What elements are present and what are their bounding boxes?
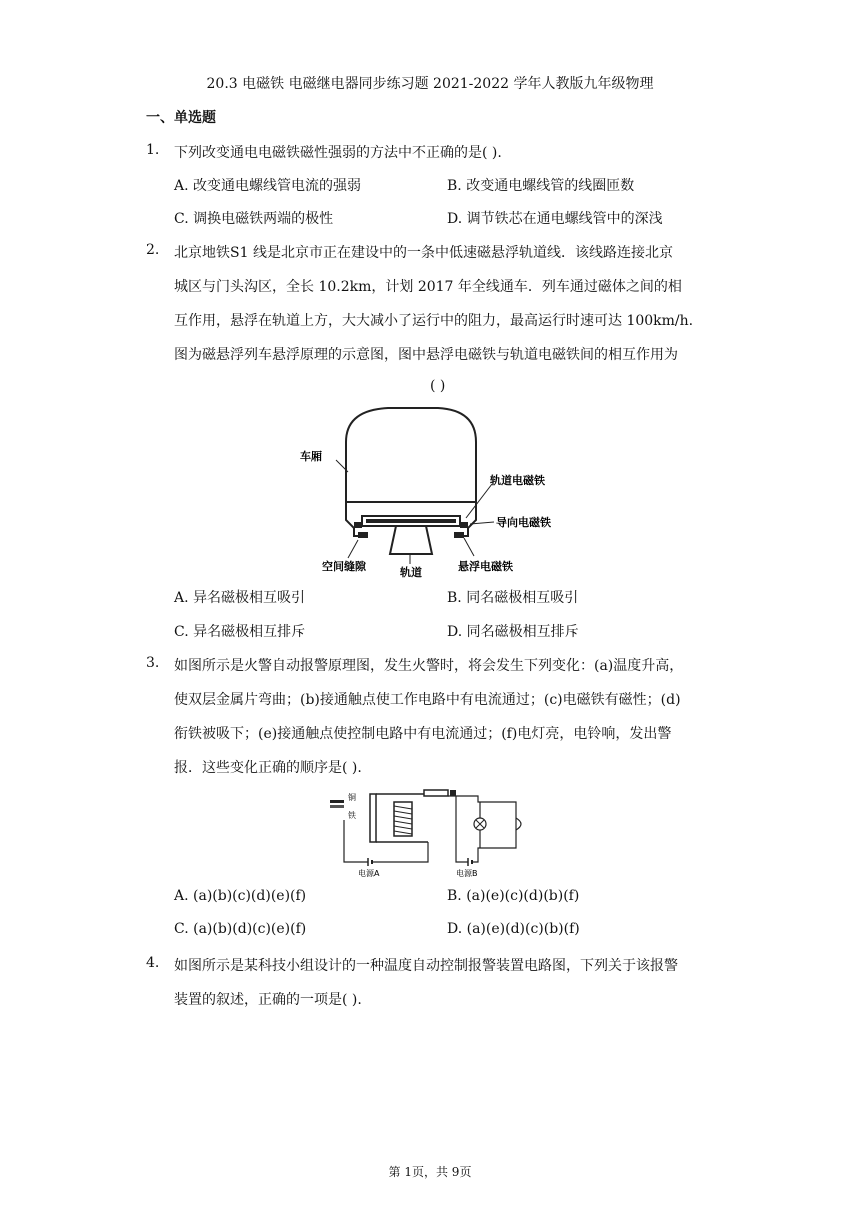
question-1-option-b: B. 改变通电螺线管的线圈匝数 — [447, 178, 635, 194]
track-magnet-strip — [366, 519, 456, 523]
label-source-b: 电源B — [456, 869, 478, 878]
question-1-option-a: A. 改变通电螺线管电流的强弱 — [174, 178, 362, 194]
question-2-number: 2. — [146, 242, 160, 258]
question-2-line: 互作用，悬浮在轨道上方，大大减小了运行中的阻力，最高运行时速可达 100km/h. — [174, 313, 694, 329]
question-2-line: 图为磁悬浮列车悬浮原理的示意图，图中悬浮电磁铁与轨道电磁铁间的相互作用为 — [174, 347, 678, 363]
fire-alarm-circuit-diagram — [328, 786, 528, 878]
label-levitation-magnet: 悬浮电磁铁 — [458, 560, 513, 573]
question-4-line: 装置的叙述，正确的一项是( ). — [174, 992, 362, 1008]
label-guide-magnet: 导向电磁铁 — [496, 516, 551, 529]
question-3-number: 3. — [146, 655, 160, 671]
maglev-diagram — [298, 402, 564, 582]
question-3-line: 使双层金属片弯曲；(b)接通触点使工作电路中有电流通过；(c)电磁铁有磁性；(d) — [174, 692, 681, 708]
leader-gap — [348, 540, 358, 558]
question-3-option-b: B. (a)(e)(c)(d)(b)(f) — [447, 888, 580, 904]
label-track: 轨道 — [400, 566, 422, 579]
section-heading: 一、单选题 — [146, 110, 216, 126]
car-body-outline — [346, 408, 476, 502]
levitation-magnet-right — [454, 532, 464, 538]
control-wire-right — [372, 842, 428, 862]
question-4-line: 如图所示是某科技小组设计的一种温度自动控制报警装置电路图，下列关于该报警 — [174, 958, 678, 974]
question-2-line: 城区与门头沟区，全长 10.2km，计划 2017 年全线通车．列车通过磁体之间的相 — [174, 279, 682, 295]
control-wire-left — [344, 820, 368, 862]
iron-strip — [330, 805, 344, 808]
question-2-option-b: B. 同名磁极相互吸引 — [447, 590, 579, 606]
question-1-option-d: D. 调节铁芯在通电螺线管中的深浅 — [447, 211, 663, 227]
question-2-option-c: C. 异名磁极相互排斥 — [174, 624, 306, 640]
question-2-option-a: A. 异名磁极相互吸引 — [174, 590, 306, 606]
question-2-paren: ( ) — [430, 378, 446, 394]
label-car: 车厢 — [300, 450, 322, 463]
label-gap: 空间缝隙 — [322, 560, 366, 573]
label-iron: 铁 — [348, 811, 356, 820]
copper-strip — [330, 800, 344, 803]
question-3-option-a: A. (a)(b)(c)(d)(e)(f) — [174, 888, 307, 904]
contact-point — [450, 790, 456, 796]
track-support — [390, 526, 432, 554]
question-3-line: 如图所示是火警自动报警原理图，发生火警时，将会发生下列变化：(a)温度升高， — [174, 658, 684, 674]
document-title: 20.3 电磁铁 电磁继电器同步练习题 2021-2022 学年人教版九年级物理 — [206, 76, 654, 92]
guide-magnet-right — [460, 522, 468, 528]
question-1-number: 1. — [146, 142, 160, 158]
question-2-option-d: D. 同名磁极相互排斥 — [447, 624, 579, 640]
label-copper: 铜 — [348, 793, 356, 802]
question-3-line: 报．这些变化正确的顺序是( ). — [174, 760, 362, 776]
question-1-option-c: C. 调换电磁铁两端的极性 — [174, 211, 334, 227]
question-4-number: 4. — [146, 955, 160, 971]
guide-magnet-left — [354, 522, 362, 528]
contact-switch — [424, 790, 448, 796]
work-wire-left — [456, 796, 468, 862]
label-track-magnet: 轨道电磁铁 — [490, 474, 545, 487]
question-3-option-c: C. (a)(b)(d)(c)(e)(f) — [174, 921, 307, 937]
page-footer: 第 1页，共 9页 — [388, 1165, 472, 1179]
bell-icon — [516, 818, 521, 830]
question-1-stem: 下列改变通电电磁铁磁性强弱的方法中不正确的是( ). — [174, 145, 502, 161]
levitation-magnet-left — [358, 532, 368, 538]
relay-frame — [370, 794, 376, 842]
question-2-line: 北京地铁S1 线是北京市正在建设中的一条中低速磁悬浮轨道线．该线路连接北京 — [174, 245, 673, 261]
question-3-option-d: D. (a)(e)(d)(c)(b)(f) — [447, 921, 580, 937]
leader-levitation-magnet — [464, 538, 474, 556]
question-3-line: 衔铁被吸下；(e)接通触点使控制电路中有电流通过；(f)电灯亮，电铃响，发出警 — [174, 726, 672, 742]
label-source-a: 电源A — [358, 869, 380, 878]
